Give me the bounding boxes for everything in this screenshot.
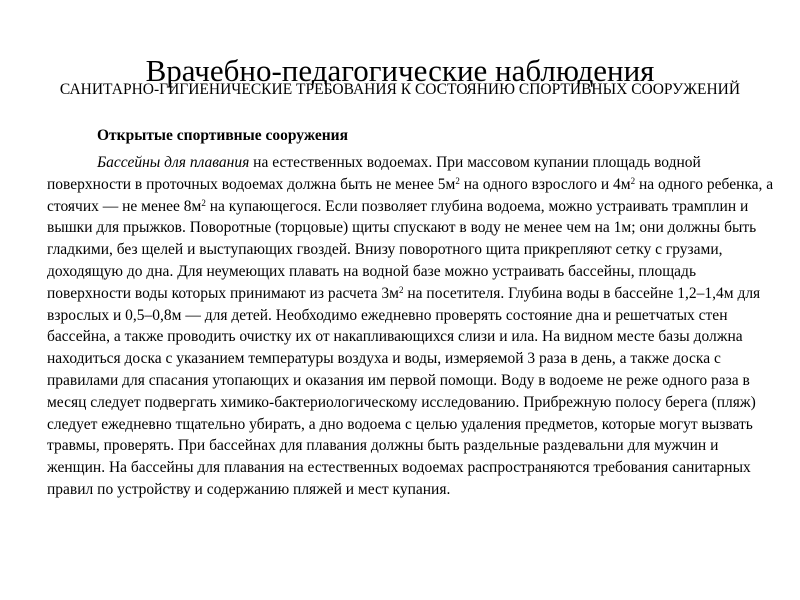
- body-text-2: на одного взрослого и 4м: [459, 175, 631, 193]
- superscript-1: 2: [455, 175, 460, 186]
- body-text-3: на одного ребенка, а стоячих — не менее 8м: [47, 175, 774, 215]
- superscript-3: 2: [201, 197, 206, 208]
- body-text-5: на посетителя. Глубина воды в бассейне 1,2–1,4м для взрослых и 0,5–0,8м — для детей. Необходимо ежедневно проверять состояние дна и решетчатых стен бассейна, а также проводить очистку их от накапливающихся слизи и ила. На видном месте базы должна находиться доска с указанием температуры воздуха и воды, измеряемой 3 раза в день, а также доска с правилами для спасания утопающих и оказания им первой помощи. Воду в водоеме не реже одного раза в месяц следует подвергать химико-бактериологическому исследованию. Прибрежную полосу берега (пляж) следует ежедневно тщательно убирать, а дно водоема с целью удаления предметов, которые могут вызвать травмы, проверять. При бассейнах для плавания должны быть раздельные раздевальни для мужчин и женщин. На бассейны для плавания на естественных водоемах распространяются требования санитарных правил по устройству и содержанию пляжей и мест купания.: [47, 284, 761, 498]
- page-title: Врачебно-педагогические наблюдения: [145, 52, 655, 88]
- italic-lead: Бассейны для плавания: [97, 154, 250, 171]
- subtitle: САНИТАРНО-ГИГИЕНИЧЕСКИЕ ТРЕБОВАНИЯ К СОСТОЯНИЮ СПОРТИВНЫХ СООРУЖЕНИЙ: [59, 81, 741, 98]
- body-text-1: на естественных водоемах. При массовом купании площадь водной поверхности в проточных водоемах должна быть не менее 5м: [47, 154, 701, 193]
- body-paragraph: [47, 152, 777, 501]
- superscript-4: 2: [398, 284, 404, 295]
- superscript-2: 2: [630, 175, 636, 186]
- body-text-4: на купающегося. Если позволяет глубина водоема, можно устраивать трамплин и вышки для прыжков. Поворотные (торцовые) щиты спускают в воду не менее чем на 1м; они должны быть гладкими, без щелей и выступающих гвоздей. Внизу поворотного щита прикрепляют сетку с грузами, доходящую до дна. Для неумеющих плавать на водной базе можно устраивать бассейны, площадь поверхности воды которых принимают из расчета 3м: [47, 197, 757, 302]
- section-heading: Открытые спортивные сооружения: [97, 127, 348, 144]
